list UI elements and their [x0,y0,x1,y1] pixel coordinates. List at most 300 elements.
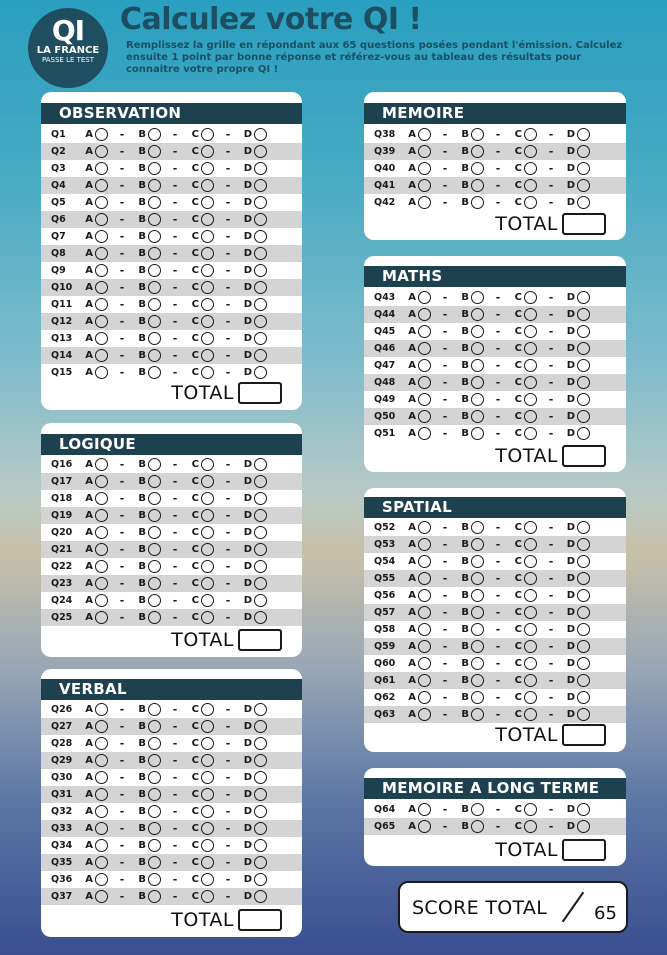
answer-circle[interactable] [524,691,537,704]
answer-option-d[interactable] [242,737,267,750]
answer-circle[interactable] [254,213,267,226]
answer-option-b[interactable] [136,179,161,192]
answer-option-a[interactable] [406,674,431,687]
answer-circle[interactable] [95,230,108,243]
answer-option-b[interactable] [136,839,161,852]
answer-circle[interactable] [524,674,537,687]
answer-option-c[interactable] [189,805,214,818]
answer-circle[interactable] [577,640,590,653]
answer-circle[interactable] [577,674,590,687]
answer-circle[interactable] [471,196,484,209]
answer-circle[interactable] [524,410,537,423]
answer-circle[interactable] [201,332,214,345]
answer-circle[interactable] [471,179,484,192]
answer-option-c[interactable] [512,196,537,209]
answer-circle[interactable] [201,230,214,243]
answer-circle[interactable] [95,771,108,784]
answer-option-b[interactable] [136,543,161,556]
answer-option-d[interactable] [565,606,590,619]
total-input-box[interactable] [562,724,606,746]
answer-circle[interactable] [95,458,108,471]
answer-option-d[interactable] [242,703,267,716]
answer-circle[interactable] [148,754,161,767]
answer-option-a[interactable] [83,145,108,158]
answer-option-a[interactable] [83,805,108,818]
answer-option-c[interactable] [512,427,537,440]
answer-circle[interactable] [148,771,161,784]
answer-option-d[interactable] [242,873,267,886]
answer-option-a[interactable] [83,890,108,903]
answer-option-d[interactable] [242,492,267,505]
answer-option-c[interactable] [512,128,537,141]
answer-circle[interactable] [254,611,267,624]
answer-circle[interactable] [577,325,590,338]
answer-circle[interactable] [471,589,484,602]
answer-option-c[interactable] [189,594,214,607]
answer-option-a[interactable] [83,281,108,294]
answer-circle[interactable] [201,475,214,488]
answer-option-d[interactable] [565,555,590,568]
answer-option-a[interactable] [406,393,431,406]
answer-circle[interactable] [148,128,161,141]
answer-option-b[interactable] [136,213,161,226]
answer-option-b[interactable] [136,475,161,488]
answer-circle[interactable] [471,572,484,585]
answer-circle[interactable] [148,560,161,573]
answer-circle[interactable] [254,230,267,243]
answer-option-b[interactable] [459,674,484,687]
answer-circle[interactable] [524,820,537,833]
answer-circle[interactable] [95,179,108,192]
answer-option-a[interactable] [83,298,108,311]
answer-option-d[interactable] [242,196,267,209]
answer-circle[interactable] [577,589,590,602]
answer-option-b[interactable] [136,890,161,903]
answer-option-d[interactable] [565,342,590,355]
answer-option-c[interactable] [512,162,537,175]
answer-option-d[interactable] [565,538,590,551]
answer-circle[interactable] [201,162,214,175]
answer-option-c[interactable] [512,342,537,355]
answer-circle[interactable] [254,332,267,345]
answer-circle[interactable] [254,737,267,750]
answer-circle[interactable] [418,291,431,304]
answer-circle[interactable] [471,128,484,141]
answer-circle[interactable] [95,703,108,716]
answer-circle[interactable] [577,196,590,209]
answer-circle[interactable] [201,196,214,209]
answer-circle[interactable] [471,359,484,372]
answer-option-a[interactable] [406,162,431,175]
answer-circle[interactable] [524,606,537,619]
answer-option-d[interactable] [242,805,267,818]
answer-circle[interactable] [524,325,537,338]
answer-option-c[interactable] [189,145,214,158]
answer-option-a[interactable] [406,308,431,321]
answer-circle[interactable] [577,308,590,321]
answer-circle[interactable] [524,572,537,585]
answer-circle[interactable] [471,657,484,670]
answer-option-d[interactable] [242,145,267,158]
answer-option-a[interactable] [83,526,108,539]
answer-option-a[interactable] [83,509,108,522]
answer-circle[interactable] [148,162,161,175]
answer-circle[interactable] [95,543,108,556]
answer-option-c[interactable] [512,145,537,158]
answer-option-d[interactable] [565,640,590,653]
answer-circle[interactable] [95,754,108,767]
answer-option-c[interactable] [189,179,214,192]
answer-circle[interactable] [524,521,537,534]
answer-circle[interactable] [201,526,214,539]
answer-option-c[interactable] [189,264,214,277]
answer-circle[interactable] [471,606,484,619]
answer-circle[interactable] [254,196,267,209]
answer-option-d[interactable] [565,623,590,636]
answer-circle[interactable] [148,509,161,522]
answer-circle[interactable] [148,788,161,801]
answer-circle[interactable] [524,308,537,321]
answer-circle[interactable] [148,475,161,488]
answer-option-c[interactable] [189,839,214,852]
answer-circle[interactable] [254,298,267,311]
answer-option-d[interactable] [242,754,267,767]
answer-circle[interactable] [471,803,484,816]
answer-circle[interactable] [418,691,431,704]
answer-circle[interactable] [201,281,214,294]
answer-option-c[interactable] [189,873,214,886]
answer-circle[interactable] [418,342,431,355]
answer-option-b[interactable] [136,754,161,767]
answer-option-c[interactable] [189,509,214,522]
answer-option-a[interactable] [83,492,108,505]
answer-option-b[interactable] [136,577,161,590]
answer-circle[interactable] [577,555,590,568]
answer-circle[interactable] [95,611,108,624]
answer-option-d[interactable] [565,393,590,406]
answer-option-a[interactable] [83,247,108,260]
answer-option-c[interactable] [189,703,214,716]
answer-option-c[interactable] [189,822,214,835]
answer-circle[interactable] [524,359,537,372]
answer-circle[interactable] [418,410,431,423]
answer-option-d[interactable] [565,359,590,372]
answer-circle[interactable] [95,839,108,852]
answer-circle[interactable] [577,691,590,704]
answer-circle[interactable] [148,349,161,362]
answer-option-d[interactable] [242,788,267,801]
answer-option-b[interactable] [136,230,161,243]
answer-option-a[interactable] [83,839,108,852]
answer-circle[interactable] [148,822,161,835]
answer-option-b[interactable] [136,737,161,750]
answer-option-b[interactable] [459,291,484,304]
answer-option-d[interactable] [565,589,590,602]
answer-option-d[interactable] [565,820,590,833]
answer-option-a[interactable] [406,376,431,389]
answer-option-d[interactable] [242,179,267,192]
answer-option-c[interactable] [189,458,214,471]
answer-circle[interactable] [201,771,214,784]
answer-option-a[interactable] [83,332,108,345]
answer-option-c[interactable] [512,674,537,687]
answer-circle[interactable] [577,145,590,158]
answer-circle[interactable] [95,196,108,209]
answer-circle[interactable] [148,737,161,750]
answer-circle[interactable] [471,538,484,551]
answer-circle[interactable] [148,543,161,556]
answer-option-c[interactable] [512,640,537,653]
answer-option-b[interactable] [136,509,161,522]
answer-option-b[interactable] [136,264,161,277]
answer-circle[interactable] [95,873,108,886]
answer-option-c[interactable] [512,291,537,304]
answer-option-c[interactable] [512,708,537,721]
answer-circle[interactable] [254,509,267,522]
answer-option-d[interactable] [242,366,267,379]
answer-option-a[interactable] [83,213,108,226]
answer-circle[interactable] [148,196,161,209]
answer-option-a[interactable] [406,589,431,602]
answer-circle[interactable] [471,674,484,687]
answer-circle[interactable] [95,720,108,733]
answer-option-d[interactable] [242,349,267,362]
answer-circle[interactable] [254,873,267,886]
answer-circle[interactable] [254,458,267,471]
answer-circle[interactable] [148,179,161,192]
answer-option-a[interactable] [83,873,108,886]
answer-circle[interactable] [471,162,484,175]
answer-option-c[interactable] [512,623,537,636]
answer-option-a[interactable] [83,856,108,869]
answer-circle[interactable] [577,291,590,304]
answer-option-d[interactable] [242,890,267,903]
answer-option-d[interactable] [242,839,267,852]
answer-circle[interactable] [201,805,214,818]
answer-option-d[interactable] [242,543,267,556]
answer-option-a[interactable] [83,349,108,362]
answer-circle[interactable] [418,196,431,209]
answer-option-c[interactable] [512,308,537,321]
answer-option-b[interactable] [136,822,161,835]
answer-option-b[interactable] [459,803,484,816]
answer-circle[interactable] [254,754,267,767]
answer-circle[interactable] [201,247,214,260]
answer-circle[interactable] [201,315,214,328]
answer-circle[interactable] [524,640,537,653]
answer-option-d[interactable] [242,128,267,141]
answer-option-c[interactable] [189,560,214,573]
answer-option-c[interactable] [189,492,214,505]
answer-circle[interactable] [471,820,484,833]
answer-circle[interactable] [95,856,108,869]
answer-circle[interactable] [418,427,431,440]
answer-circle[interactable] [524,589,537,602]
answer-circle[interactable] [148,230,161,243]
answer-circle[interactable] [524,538,537,551]
answer-option-c[interactable] [512,410,537,423]
answer-option-b[interactable] [136,805,161,818]
answer-circle[interactable] [201,366,214,379]
answer-circle[interactable] [95,890,108,903]
answer-option-d[interactable] [242,560,267,573]
answer-circle[interactable] [524,708,537,721]
answer-circle[interactable] [577,820,590,833]
answer-option-c[interactable] [189,788,214,801]
answer-circle[interactable] [201,703,214,716]
answer-circle[interactable] [95,560,108,573]
answer-circle[interactable] [95,298,108,311]
answer-circle[interactable] [471,342,484,355]
answer-circle[interactable] [577,162,590,175]
total-input-box[interactable] [238,909,282,931]
answer-circle[interactable] [148,611,161,624]
answer-option-d[interactable] [242,509,267,522]
answer-option-b[interactable] [136,771,161,784]
answer-option-a[interactable] [406,803,431,816]
answer-option-a[interactable] [406,538,431,551]
answer-option-d[interactable] [565,308,590,321]
answer-circle[interactable] [418,606,431,619]
answer-option-b[interactable] [136,611,161,624]
answer-circle[interactable] [95,577,108,590]
answer-circle[interactable] [254,543,267,556]
answer-circle[interactable] [577,376,590,389]
answer-circle[interactable] [254,264,267,277]
answer-circle[interactable] [418,359,431,372]
answer-option-c[interactable] [512,803,537,816]
answer-circle[interactable] [148,856,161,869]
answer-option-a[interactable] [83,577,108,590]
answer-option-b[interactable] [459,657,484,670]
total-input-box[interactable] [562,445,606,467]
answer-option-d[interactable] [242,720,267,733]
answer-option-d[interactable] [565,291,590,304]
answer-option-b[interactable] [459,128,484,141]
answer-circle[interactable] [577,342,590,355]
answer-circle[interactable] [524,803,537,816]
answer-option-c[interactable] [189,526,214,539]
answer-circle[interactable] [148,145,161,158]
answer-option-a[interactable] [406,691,431,704]
answer-option-d[interactable] [565,572,590,585]
answer-option-b[interactable] [136,332,161,345]
answer-option-c[interactable] [189,611,214,624]
answer-option-d[interactable] [242,771,267,784]
answer-option-d[interactable] [242,230,267,243]
answer-circle[interactable] [201,720,214,733]
answer-option-d[interactable] [242,298,267,311]
answer-option-c[interactable] [189,162,214,175]
answer-circle[interactable] [201,349,214,362]
answer-option-b[interactable] [459,342,484,355]
answer-option-a[interactable] [406,342,431,355]
answer-circle[interactable] [418,393,431,406]
answer-option-c[interactable] [512,325,537,338]
answer-option-a[interactable] [406,708,431,721]
answer-option-a[interactable] [406,196,431,209]
answer-option-c[interactable] [189,230,214,243]
answer-option-a[interactable] [83,737,108,750]
answer-circle[interactable] [254,145,267,158]
answer-option-c[interactable] [189,737,214,750]
answer-option-a[interactable] [83,475,108,488]
answer-circle[interactable] [148,458,161,471]
answer-circle[interactable] [577,521,590,534]
answer-option-b[interactable] [459,521,484,534]
answer-option-a[interactable] [83,128,108,141]
answer-option-b[interactable] [136,162,161,175]
answer-circle[interactable] [95,805,108,818]
answer-circle[interactable] [254,128,267,141]
answer-circle[interactable] [524,128,537,141]
answer-circle[interactable] [418,555,431,568]
answer-option-b[interactable] [136,720,161,733]
answer-option-b[interactable] [136,196,161,209]
answer-circle[interactable] [418,640,431,653]
answer-option-a[interactable] [83,611,108,624]
answer-circle[interactable] [418,145,431,158]
answer-option-d[interactable] [242,526,267,539]
answer-option-c[interactable] [189,366,214,379]
answer-circle[interactable] [95,281,108,294]
answer-option-b[interactable] [459,308,484,321]
answer-circle[interactable] [201,737,214,750]
answer-option-c[interactable] [189,213,214,226]
answer-circle[interactable] [95,509,108,522]
answer-circle[interactable] [254,822,267,835]
answer-circle[interactable] [418,572,431,585]
answer-circle[interactable] [254,179,267,192]
answer-circle[interactable] [95,737,108,750]
answer-option-c[interactable] [512,657,537,670]
answer-circle[interactable] [524,376,537,389]
answer-circle[interactable] [148,577,161,590]
answer-circle[interactable] [577,427,590,440]
answer-circle[interactable] [148,805,161,818]
answer-option-c[interactable] [189,577,214,590]
answer-circle[interactable] [201,213,214,226]
answer-option-a[interactable] [83,703,108,716]
answer-circle[interactable] [201,145,214,158]
answer-circle[interactable] [254,526,267,539]
answer-circle[interactable] [201,594,214,607]
answer-circle[interactable] [524,657,537,670]
answer-option-a[interactable] [83,720,108,733]
answer-circle[interactable] [418,708,431,721]
answer-option-b[interactable] [459,179,484,192]
answer-circle[interactable] [148,332,161,345]
answer-option-b[interactable] [136,856,161,869]
answer-circle[interactable] [577,359,590,372]
answer-option-c[interactable] [189,856,214,869]
answer-circle[interactable] [95,788,108,801]
answer-option-c[interactable] [512,359,537,372]
answer-circle[interactable] [254,560,267,573]
answer-option-b[interactable] [459,708,484,721]
answer-circle[interactable] [418,308,431,321]
answer-circle[interactable] [148,839,161,852]
answer-option-b[interactable] [136,315,161,328]
answer-option-c[interactable] [189,332,214,345]
answer-circle[interactable] [418,128,431,141]
answer-circle[interactable] [254,788,267,801]
answer-option-a[interactable] [406,521,431,534]
answer-option-a[interactable] [406,359,431,372]
answer-circle[interactable] [148,492,161,505]
answer-option-b[interactable] [136,594,161,607]
answer-option-c[interactable] [189,890,214,903]
